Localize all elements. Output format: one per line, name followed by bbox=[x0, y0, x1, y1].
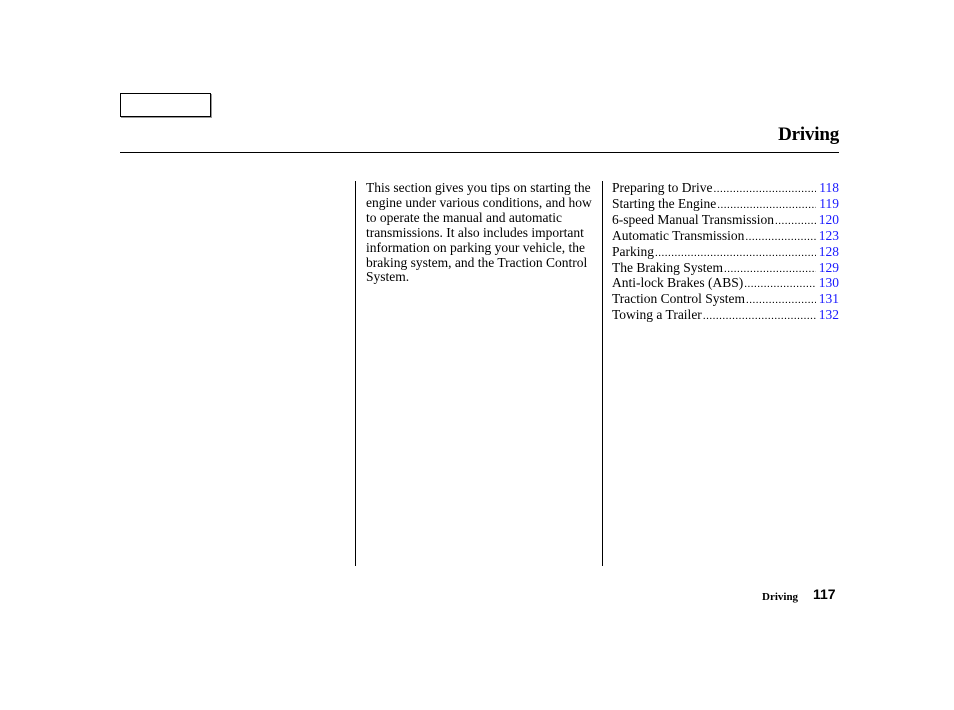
toc-item-anti-lock-brakes[interactable] bbox=[612, 276, 839, 292]
toc-page-link[interactable]: 119 bbox=[819, 195, 839, 211]
toc-leader-dots bbox=[746, 293, 816, 308]
toc-item-label: Towing a Trailer bbox=[612, 307, 702, 323]
toc-item-manual-transmission[interactable] bbox=[612, 213, 839, 229]
table-of-contents bbox=[612, 181, 839, 324]
toc-leader-dots bbox=[745, 230, 815, 245]
toc-page-link[interactable]: 120 bbox=[818, 211, 839, 227]
toc-item-label: The Braking System bbox=[612, 259, 723, 275]
toc-item-starting-the-engine[interactable] bbox=[612, 197, 839, 213]
header-divider bbox=[120, 152, 839, 153]
toc-item-label: Parking bbox=[612, 243, 654, 259]
page-title: Driving bbox=[778, 124, 839, 145]
toc-item-label: Automatic Transmission bbox=[612, 227, 745, 243]
contents-nav-button[interactable] bbox=[120, 93, 211, 117]
footer-page-number: 117 bbox=[813, 586, 836, 602]
toc-leader-dots bbox=[713, 182, 816, 197]
toc-leader-dots bbox=[703, 309, 816, 324]
toc-item-label: Starting the Engine bbox=[612, 195, 717, 211]
column-divider-left bbox=[355, 181, 356, 566]
toc-item-label: Anti-lock Brakes (ABS) bbox=[612, 275, 744, 291]
toc-item-parking[interactable] bbox=[612, 245, 839, 261]
toc-item-label: Traction Control System bbox=[612, 291, 746, 307]
toc-leader-dots bbox=[775, 214, 816, 229]
toc-page-link[interactable]: 130 bbox=[818, 275, 839, 291]
toc-item-traction-control[interactable] bbox=[612, 292, 839, 308]
toc-page-link[interactable]: 129 bbox=[818, 259, 839, 275]
intro-paragraph: This section gives you tips on starting the engine under various conditions, and how to operate the manual and automatic transmissions. It also includes important information on parking your vehicle, the braking system, and the Traction Control System. bbox=[366, 180, 592, 285]
intro-column bbox=[366, 181, 598, 285]
column-divider-right bbox=[602, 181, 603, 566]
toc-leader-dots bbox=[717, 198, 816, 213]
toc-page-link[interactable]: 131 bbox=[818, 291, 839, 307]
toc-item-towing-a-trailer[interactable] bbox=[612, 308, 839, 324]
toc-page-link[interactable]: 118 bbox=[819, 180, 839, 195]
toc-item-braking-system[interactable] bbox=[612, 261, 839, 277]
toc-page-link[interactable]: 128 bbox=[818, 243, 839, 259]
toc-leader-dots bbox=[744, 277, 816, 292]
toc-item-label: Preparing to Drive bbox=[612, 180, 713, 195]
toc-page-link[interactable]: 123 bbox=[818, 227, 839, 243]
footer-section-label: Driving bbox=[762, 591, 799, 603]
toc-item-automatic-transmission[interactable] bbox=[612, 229, 839, 245]
toc-item-preparing-to-drive[interactable] bbox=[612, 181, 839, 197]
toc-leader-dots bbox=[724, 262, 816, 277]
toc-page-link[interactable]: 132 bbox=[818, 307, 839, 323]
toc-item-label: 6-speed Manual Transmission bbox=[612, 211, 774, 227]
toc-leader-dots bbox=[655, 246, 816, 261]
